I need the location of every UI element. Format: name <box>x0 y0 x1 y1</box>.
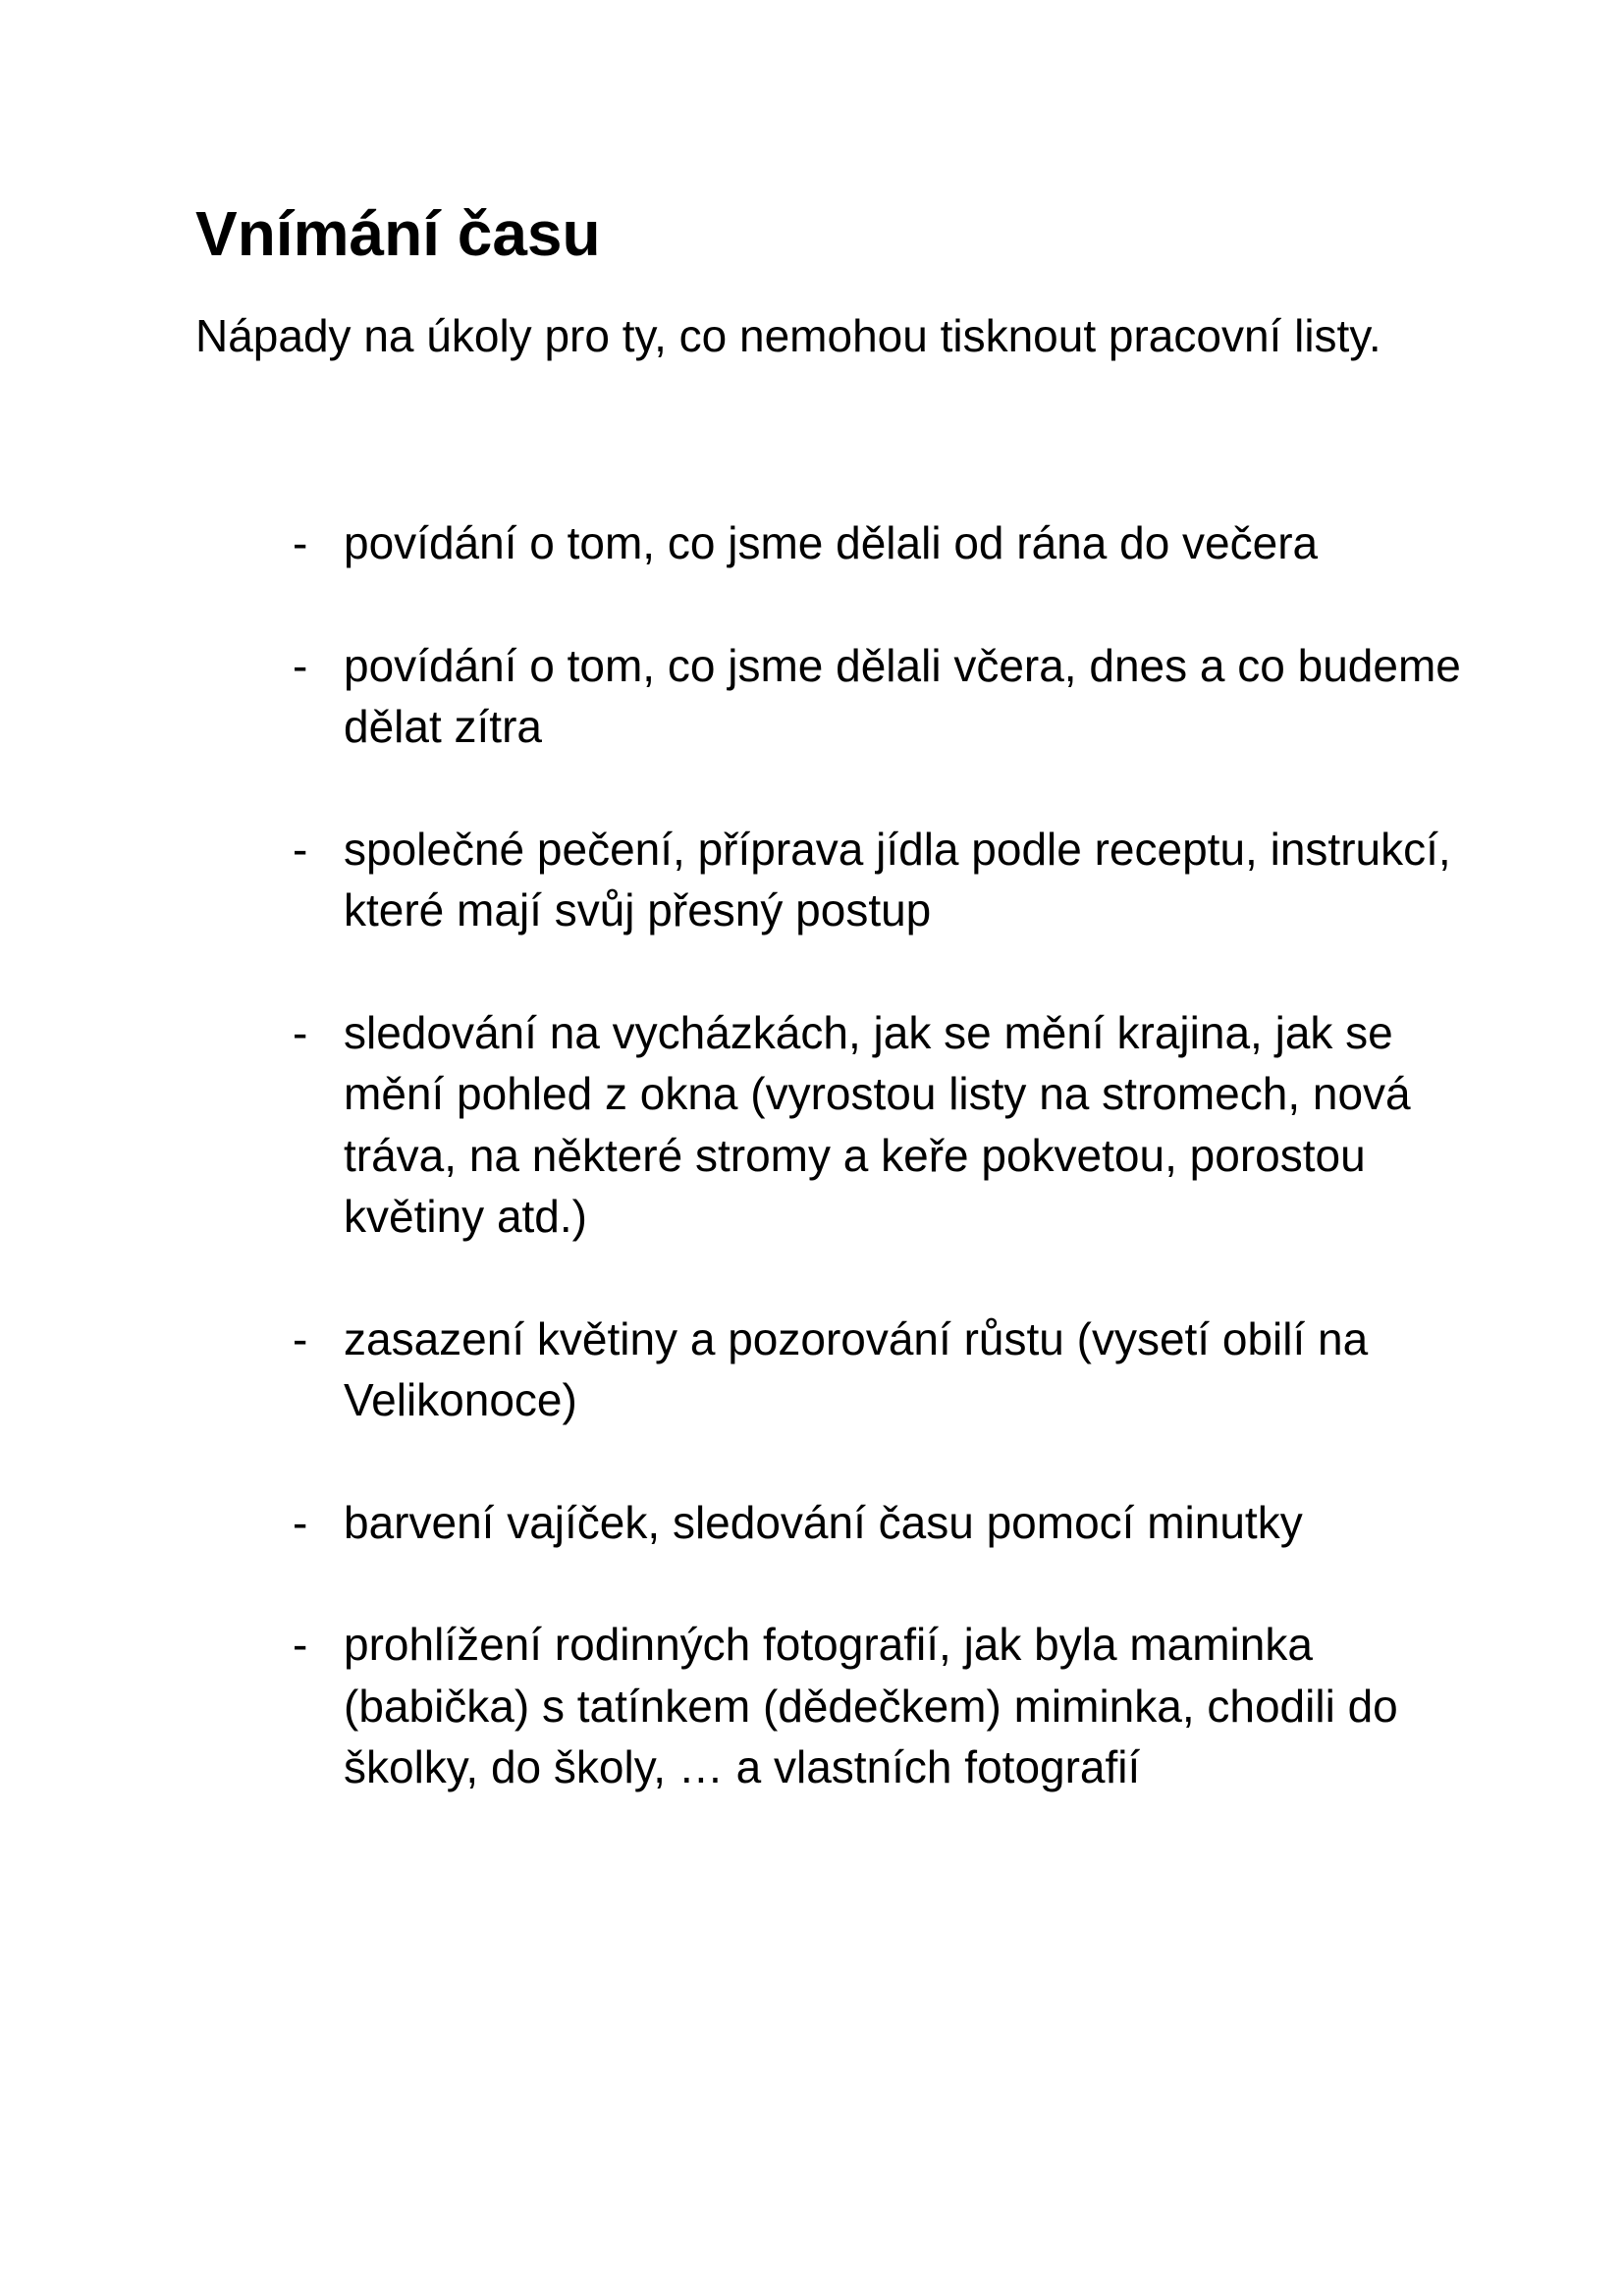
list-item-text: zasazení květiny a pozorování růstu (vysetí obilí na Velikonoce) <box>344 1312 1369 1425</box>
list-item <box>293 1614 1471 1798</box>
bullet-dash: - <box>293 823 308 875</box>
bullet-dash: - <box>293 1006 308 1058</box>
bullet-dash: - <box>293 639 308 691</box>
list-item-text: prohlížení rodinných fotografií, jak byla maminka (babička) s tatínkem (dědečkem) miminka, chodili do školky, do školy, … a vlastních fotografií <box>344 1619 1398 1792</box>
list-item <box>293 1002 1471 1248</box>
list-item <box>293 1308 1471 1431</box>
bullet-dash: - <box>293 517 308 568</box>
bullet-dash: - <box>293 1496 308 1548</box>
list-item <box>293 1492 1471 1554</box>
list-item <box>293 819 1471 941</box>
page-subtitle: Nápady na úkoly pro ty, co nemohou tisknout pracovní listy. <box>195 310 1381 361</box>
page-title: Vnímání času <box>195 198 601 269</box>
bullet-dash: - <box>293 1619 308 1670</box>
list-item-text: sledování na vycházkách, jak se mění krajina, jak se mění pohled z okna (vyrostou listy na stromech, nová tráva, na některé stromy a keře pokvetou, porostou květiny atd.) <box>344 1006 1411 1242</box>
list-item <box>293 512 1471 574</box>
list-item-text: barvení vajíček, sledování času pomocí minutky <box>344 1496 1303 1548</box>
list-item-text: povídání o tom, co jsme dělali od rána do večera <box>344 517 1319 568</box>
list-item <box>293 635 1471 758</box>
list-item-text: společné pečení, příprava jídla podle receptu, instrukcí, které mají svůj přesný postup <box>344 823 1451 935</box>
list-item-text: povídání o tom, co jsme dělali včera, dnes a co budeme dělat zítra <box>344 639 1461 752</box>
idea-list <box>293 512 1471 1859</box>
bullet-dash: - <box>293 1312 308 1364</box>
